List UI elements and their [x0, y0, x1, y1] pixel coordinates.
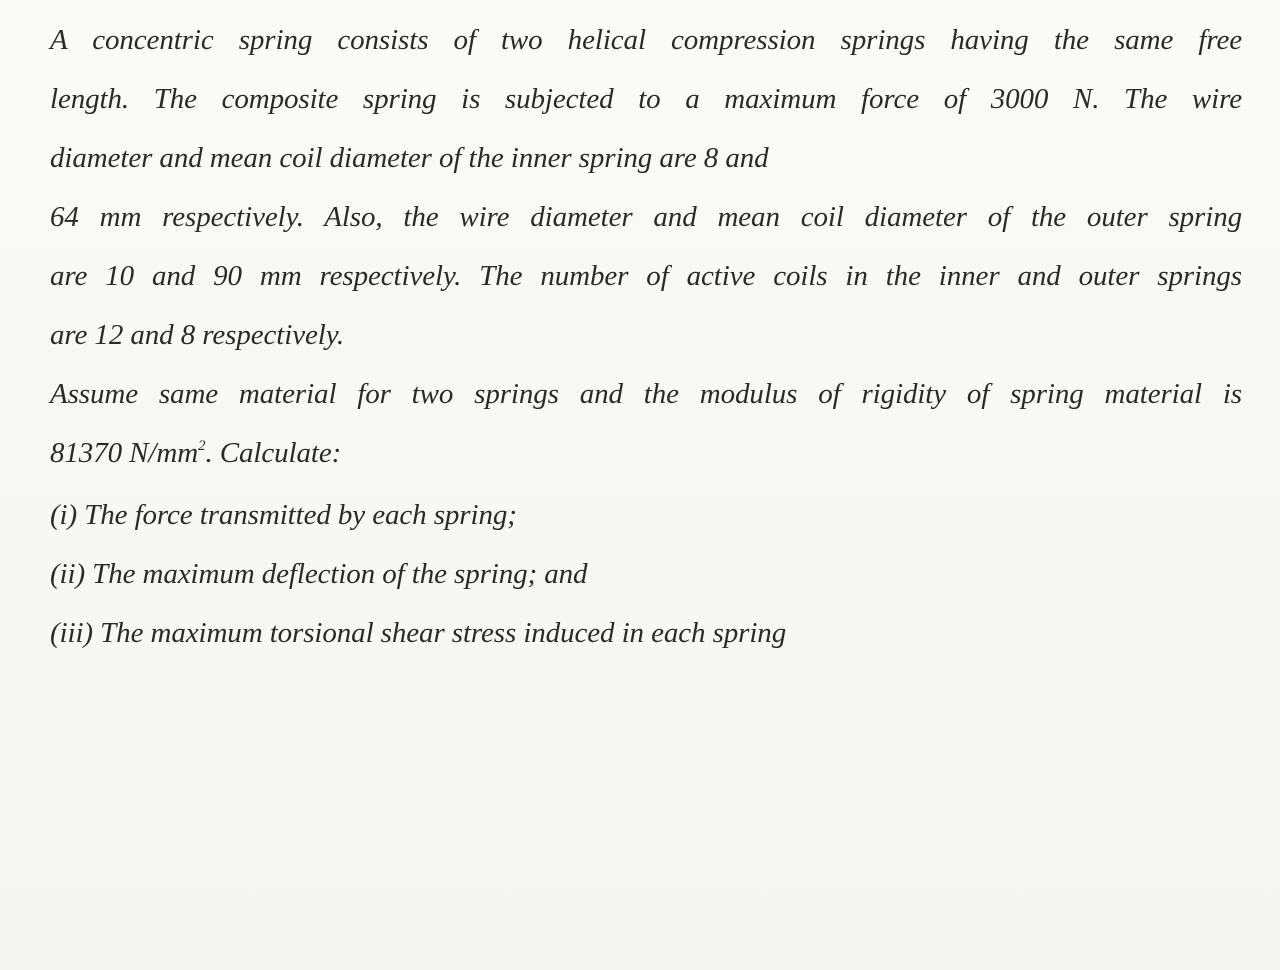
question-1: (i) The force transmitted by each spring; — [50, 499, 517, 531]
question-2: (ii) The maximum deflection of the spring; and — [50, 558, 588, 590]
problem-line-2: length. The composite spring is subjected to a maximum force of 3000 N. The wire — [50, 83, 1242, 115]
question-3: (iii) The maximum torsional shear stress induced in each spring — [50, 617, 787, 649]
problem-line-3: diameter and mean coil diameter of the inner spring are 8 and — [50, 142, 769, 174]
calculate-label: . Calculate: — [205, 437, 342, 469]
modulus-exponent: 2 — [198, 438, 206, 454]
modulus-line — [50, 435, 341, 471]
problem-line-4: 64 mm respectively. Also, the wire diameter and mean coil diameter of the outer spring — [50, 201, 1242, 233]
problem-line-1: A concentric spring consists of two helical compression springs having the same free — [50, 24, 1242, 56]
problem-line-5: are 10 and 90 mm respectively. The number of active coils in the inner and outer springs — [50, 260, 1242, 292]
modulus-value: 81370 N/mm — [50, 437, 199, 469]
assumption-line: Assume same material for two springs and the modulus of rigidity of spring material is — [50, 378, 1242, 410]
problem-line-6: are 12 and 8 respectively. — [50, 319, 345, 351]
